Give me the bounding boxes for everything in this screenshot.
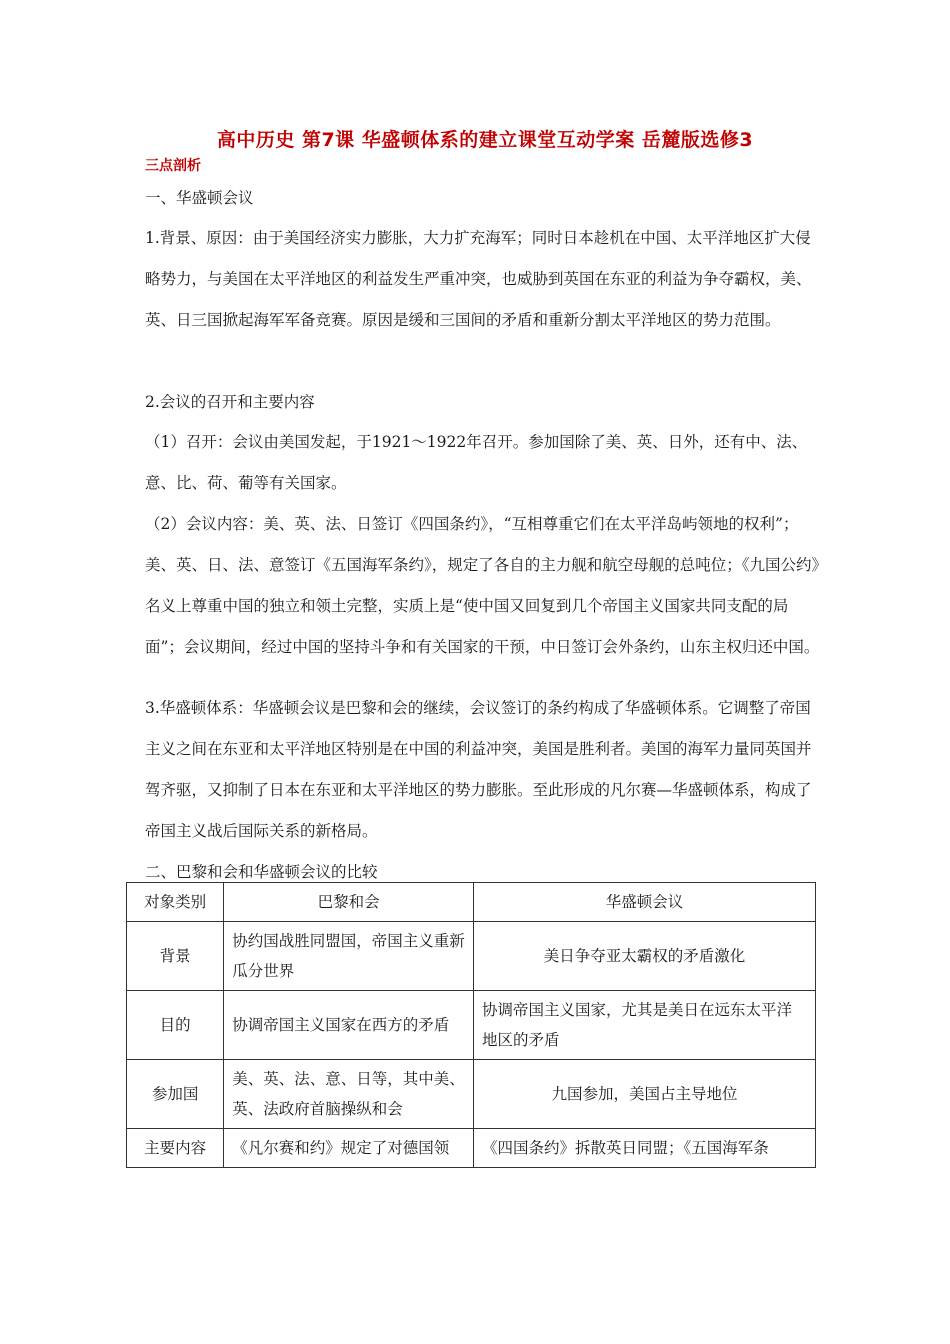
section2-heading: 二、巴黎和会和华盛顿会议的比较 — [145, 863, 378, 881]
document-subtitle: 三点剖析 — [145, 158, 201, 174]
row-paris: 《凡尔赛和约》规定了对德国领 — [224, 1129, 474, 1168]
section1-heading: 一、华盛顿会议 — [145, 189, 254, 207]
row-washington: 《四国条约》拆散英日同盟；《五国海军条 — [474, 1129, 816, 1168]
table-row — [127, 1060, 816, 1129]
paragraph-background: 1.背景、原因：由于美国经济实力膨胀，大力扩充海军；同时日本趁机在中国、太平洋地区扩大侵略势力，与美国在太平洋地区的利益发生严重冲突，也威胁到英国在东亚的利益为争夺霸权，美、英、日三国掀起海军军备竞赛。原因是缓和三国间的矛盾和重新分割太平洋地区的势力范围。 — [145, 229, 812, 329]
row-washington: 九国参加，美国占主导地位 — [474, 1060, 816, 1129]
row-category: 背景 — [127, 922, 224, 991]
table-row — [127, 991, 816, 1060]
row-category: 参加国 — [127, 1060, 224, 1129]
paragraph-content: （2）会议内容：美、英、法、日签订《四国条约》，“互相尊重它们在太平洋岛屿领地的权利”；美、英、日、法、意签订《五国海军条约》，规定了各自的主力舰和航空母舰的总吨位；《九国公约》名义上尊重中国的独立和领土完整，实质上是“使中国又回复到几个帝国主义国家共同支配的局面”；会议期间，经过中国的坚持斗争和有关国家的干预，中日签订会外条约，山东主权归还中国。 — [145, 515, 820, 656]
row-category: 主要内容 — [127, 1129, 224, 1168]
table-header-row — [127, 883, 816, 922]
table-row — [127, 922, 816, 991]
table-row — [127, 1129, 816, 1168]
comparison-table — [126, 882, 816, 1168]
header-paris: 巴黎和会 — [224, 883, 474, 922]
paragraph-convening: （1）召开：会议由美国发起，于1921～1922年召开。参加国除了美、英、日外，还有中、法、意、比、荷、葡等有关国家。 — [145, 433, 808, 492]
header-washington: 华盛顿会议 — [474, 883, 816, 922]
row-paris: 协约国战胜同盟国，帝国主义重新瓜分世界 — [224, 922, 474, 991]
document-title: 高中历史 第7课 华盛顿体系的建立课堂互动学案 岳麓版选修3 — [216, 129, 754, 151]
row-washington: 美日争夺亚太霸权的矛盾激化 — [474, 922, 816, 991]
row-washington: 协调帝国主义国家，尤其是美日在远东太平洋地区的矛盾 — [474, 991, 816, 1060]
paragraph-meeting-heading: 2.会议的召开和主要内容 — [145, 393, 315, 411]
header-category: 对象类别 — [127, 883, 224, 922]
row-paris: 协调帝国主义国家在西方的矛盾 — [224, 991, 474, 1060]
paragraph-system: 3.华盛顿体系：华盛顿会议是巴黎和会的继续，会议签订的条约构成了华盛顿体系。它调整了帝国主义之间在东亚和太平洋地区特别是在中国的利益冲突，美国是胜利者。美国的海军力量同英国并驾齐驱，又抑制了日本在东亚和太平洋地区的势力膨胀。至此形成的凡尔赛—华盛顿体系，构成了帝国主义战后国际关系的新格局。 — [145, 699, 812, 840]
row-paris: 美、英、法、意、日等，其中美、英、法政府首脑操纵和会 — [224, 1060, 474, 1129]
row-category: 目的 — [127, 991, 224, 1060]
